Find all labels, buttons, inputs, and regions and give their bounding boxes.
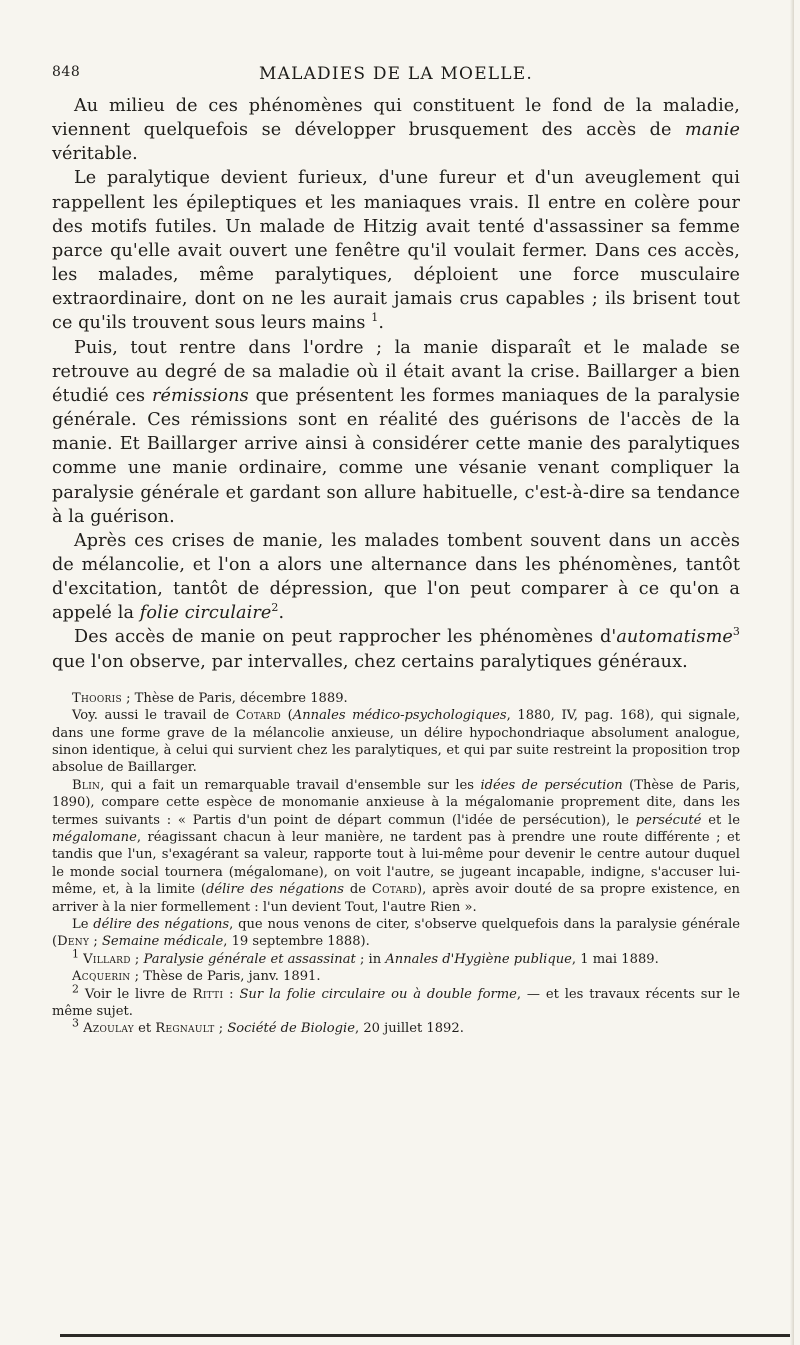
footnote-ref-2[interactable]: 2 <box>271 601 279 615</box>
footnote-cotard: Voy. aussi le travail de Cotard (Annales médico-psychologiques, 1880, IV, pag. 168), qui signale, dans une forme grave de la mélancolie anxieuse, un délire hypochondriaque absolument analogue, sinon identique, à celui qui survient chez les paralytiques, et qui par suite restreint la proposition trop absolue de Baillarger. <box>52 708 740 776</box>
paragraph-3: Puis, tout rentre dans l'ordre ; la manie disparaît et le malade se retrouve au degré de sa maladie où il était avant la crise. Baillarger a bien étudié ces rémissions que présentent les formes maniaques de la paralysie générale. Ces rémissions sont en réalité des guérisons de l'accès de la manie. Et Baillarger arrive ainsi à considérer cette manie des paralytiques comme une manie ordinaire, comme une vésanie venant compliquer la paralysie générale et gardant son allure habituelle, c'est-à-dire sa tendance à la guérison. <box>52 337 740 527</box>
page-header <box>52 62 740 90</box>
page-edge-shadow <box>790 0 794 1345</box>
footnote-acquerin: Acquerin ; Thèse de Paris, janv. 1891. <box>72 969 321 985</box>
footnote-ref-3[interactable]: 3 <box>732 625 740 639</box>
page-number: 848 <box>52 64 81 80</box>
footnote-3-azoulay: $^3$ Azoulay et Regnault ; Société de Biologie, 20 juillet 1892. <box>72 1017 464 1037</box>
main-text <box>52 94 740 674</box>
book-page <box>52 62 740 1038</box>
footnote-blin: Blin, qui a fait un remarquable travail d'ensemble sur les idées de persécution (Thèse de Paris, 1890), compare cette espèce de monomanie anxieuse à la mégalomanie proprement dite, dans les termes suivants : « Partis d'un point de départ commun (l'idée de persécution), le persécuté et le mégalomane, réagissant chacun à leur manière, ne tardent pas à prendre une route différente ; et tandis que l'un, s'exagérant sa valeur, rapporte tout à lui-même pour devenir le centre autour duquel le monde social tournera (mégalomane), on voit l'autre, se jugeant incapable, indigne, s'accuser lui-même, et, à la limite (délire des négations de Cotard), après avoir douté de sa propre existence, en arriver à la nier formellement : l'un devient Tout, l'autre Rien ». <box>52 777 740 915</box>
footnote-thooris: Thooris ; Thèse de Paris, décembre 1889. <box>72 690 348 706</box>
footnote-2-ritti: $^2$ Voir le livre de Ritti : Sur la folie circulaire ou à double forme, — et les travaux récents sur le même sujet. <box>52 982 740 1020</box>
paragraph-5: Des accès de manie on peut rapprocher les phénomènes d'automatisme$^3$ que l'on observe, par intervalles, chez certains paralytiques généraux. <box>52 625 740 672</box>
footnotes <box>52 690 740 1038</box>
bottom-edge-rule <box>60 1334 790 1337</box>
paragraph-4: Après ces crises de manie, les malades tombent souvent dans un accès de mélancolie, et l'on a alors une alternance dans les phénomènes, tantôt d'excitation, tantôt de dépression, que l'on peut comparer à ce qu'on a appelé la folie circulaire$^2$. <box>52 530 740 624</box>
paragraph-1: Au milieu de ces phénomènes qui constituent le fond de la maladie, viennent quelquefois se développer brusquement des accès de manie véritable. <box>52 96 740 165</box>
running-title: MALADIES DE LA MOELLE. <box>258 64 533 84</box>
footnote-ref-1[interactable]: 1 <box>371 311 379 325</box>
paragraph-2: Le paralytique devient furieux, d'une fureur et d'un aveuglement qui rappellent les épileptiques et les maniaques vrais. Il entre en colère pour des motifs futiles. Un malade de Hitzig avait tenté d'assassiner sa femme parce qu'elle avait ouvert une fenêtre qu'il voulait fermer. Dans ces accès, les malades, même paralytiques, déploient une force musculaire extraordinaire, dont on ne les aurait jamais crus capables ; ils brisent tout ce qu'ils trouvent sous leurs mains $^1$. <box>52 168 740 334</box>
footnote-1-villard: $^1$ Villard ; Paralysie générale et assassinat ; in Annales d'Hygiène publique, 1 mai 1889. <box>72 947 659 967</box>
footnote-negations: Le délire des négations, que nous venons de citer, s'observe quelquefois dans la paralysie générale (Deny ; Semaine médicale, 19 septembre 1888). <box>52 917 741 950</box>
